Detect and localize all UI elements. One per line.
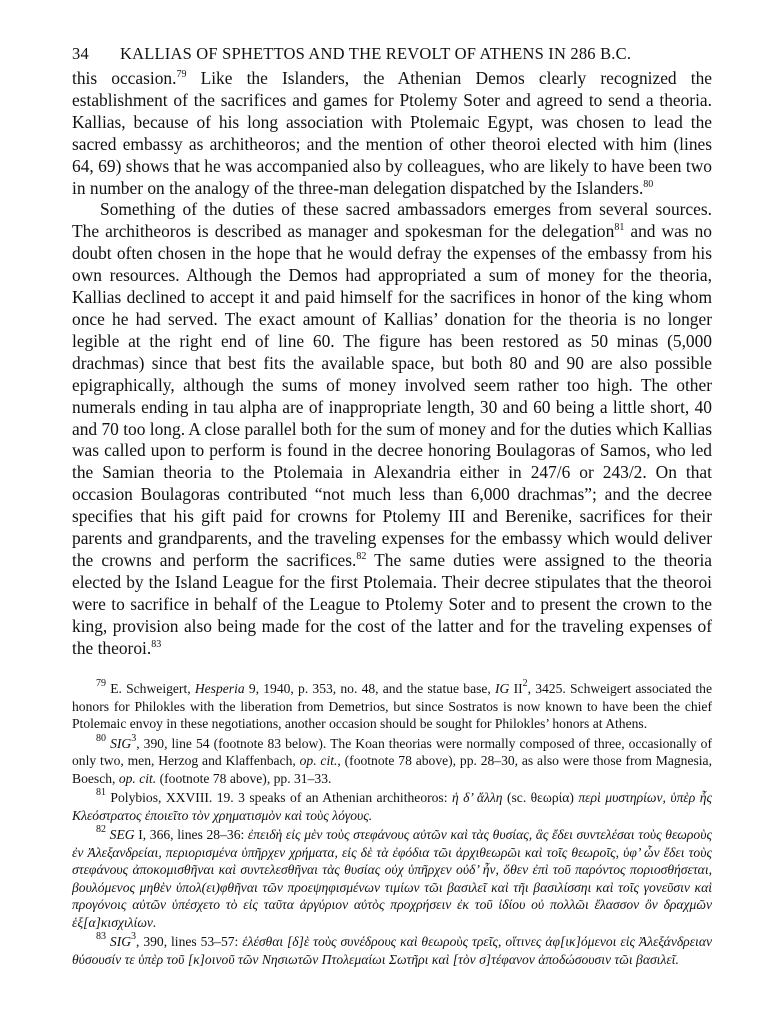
- abbrev: IG: [495, 681, 510, 696]
- edition-sup: 2: [522, 678, 528, 689]
- footnote-ref-80[interactable]: 80: [643, 178, 654, 190]
- footnote-80: [72, 732, 712, 788]
- text-segment: , 390, line 54 (footnote 83 below). The Koan theorias were normally composed of three, occasionally of only two, men, Herzog and Klaffenbach,: [72, 735, 712, 768]
- text-segment: The same duties were assigned to the theoria elected by the Island League for the first Ptolemaia. Their decree stipulates that the theoroi were to sacrifice in behalf of the League to Ptolemy Soter and to present the crown to the king, provision also being made for the cost of the latter and for the traveling expenses of the theoroi.: [72, 549, 712, 658]
- text-segment: Like the Islanders, the Athenian Demos clearly recognized the establishment of the sacrifices and games for Ptolemy Soter and agreed to send a theoria. Kallias, because of his long association with Ptolemaic Egypt, was chosen to lead the sacred embassy as architheoros; and the mention of other theoroi elected with him (lines 64, 69) shows that he was accompanied also by colleagues, who are likely to have been two in number on the analogy of the three-man delegation dispatched by the Islanders.: [72, 68, 712, 198]
- footnote-81: [72, 789, 712, 824]
- paragraph-2: [72, 199, 712, 659]
- abbrev: SIG: [110, 735, 132, 751]
- text-segment: I, 366, lines 28–36:: [134, 827, 248, 842]
- footnote-79: [72, 680, 712, 733]
- footnote-ref-81[interactable]: 81: [614, 222, 625, 234]
- text-segment: E. Schweigert,: [106, 681, 195, 696]
- greek-text: ἐπειδὴ εἰς μὲν τοὺς στεφάνους αὐτῶν καὶ τὰς θυσίας, ἃς ἔδει συντελέσαι τοὺς θεωροὺς ἐν Ἀλεξανδρείαι, περιορισμένα ὑπῆρχεν χρήματα, εἰς δὲ τὰ ἐφόδια τῶι ἀρχιθεωρῶι καὶ τοῖς θεωροῖς, ὑφ’ ὧν ἔδει τοὺς στεφάνους ἀποκομισθῆναι καὶ συντελεσθῆναι τὰς θυσίας οὐχ ὑπῆρχεν οὐδ’ ἦν, ὅθεν ἐπὶ τοῦ παρόντος ποριοσθήσεται, βουλόμενος μηθὲν ὑπολ(ει)φθῆναι τῶν προεψηφισμένων τιμίων τῶι βασιλεῖ καὶ τῆι βασιλίσσηι καὶ τοῖς γονεῦσιν καὶ προγόνοις αὐτῶν ὑπέσχετο τὸ εἰς ταῦτα ἀργύριον αὐτὸς προχρήσειν ἐκ τοῦ ἰδίου οὐ πολλῶι ἔλασσον ὂν δραχμῶν ἑξ[α]κισχιλίων.: [72, 827, 712, 930]
- abbrev: op. cit.: [118, 770, 157, 786]
- text-segment: and was no doubt often chosen in the hope that he would defray the expenses of the embassy from his own resources. Although the Demos had appropriated a sum of money for the theoria, Kallias declined to accept it and paid himself for the sacrifices in honor of the king whom once he had served. The exact amount of Kallias’ donation for the theoria is no longer legible at the right end of line 60. The figure has been restored as 50 minas (5,000 drachmas) since that best fits the available space, but both 80 and 90 are also possible epigraphically, although the sums of money involved seem rather too high. The other numerals ending in tau alpha are of inappropriate length, 30 and 60 being a little short, 40 and 70 too long. A close parallel both for the sum of money and for the duties which Kallias was called upon to perform is found in the decree honoring Boulagoras of Samos, who led the Samian theoria to the Ptolemaia in Alexandria either in 247/6 or 243/2. On that occasion Boulagoras contributed “not much less than 6,000 drachmas”; and the decree specifies that his gift paid for crowns for Ptolemy III and Berenike, sacrifices for their parents and grandparents, and the traveling expenses for the embassy which would deliver the crowns and perform the sacrifices.: [72, 221, 712, 570]
- footnote-ref-79[interactable]: 79: [176, 69, 187, 80]
- footnote-number: 79: [96, 678, 106, 689]
- footnote-82: [72, 826, 712, 931]
- abbrev: SEG: [109, 827, 135, 842]
- abbrev: SIG: [109, 934, 132, 949]
- footnote-number: 80: [96, 732, 106, 744]
- footnote-number: 82: [96, 824, 106, 835]
- footnotes: [72, 680, 712, 970]
- text-segment: II: [509, 681, 523, 696]
- running-title: KALLIAS OF SPHETTOS AND THE REVOLT OF ATHENS IN 286 B.C.: [120, 44, 632, 63]
- footnote-number: 83: [96, 931, 106, 942]
- edition-sup: 3: [131, 732, 137, 744]
- text-segment: (footnote 78 above), pp. 31–33.: [156, 770, 332, 786]
- footnote-83: [72, 933, 712, 968]
- text-segment: Something of the duties of these sacred ambassadors emerges from several sources. The architheoros is described as manager and spokesman for the delegation: [72, 199, 712, 242]
- greek-text: ἑλέσθαι [δ]ὲ τοὺς συνέδρους καὶ θεωροὺς τρεῖς, οἵτινες ἀφ[ικ]όμενοι εἰς Ἀλεξάνδρειαν θύσουσίν τε ὑπὲρ τοῦ [κ]οινοῦ τῶν Νησιωτῶν Πτολεμαίωι Σωτῆρι καὶ [τὸν σ]τέφανον ἀποδώσουσιν τῶι βασιλεῖ.: [72, 934, 712, 967]
- text-segment: , 3425. Schweigert associated the honors for Philokles with the liberation from Demetrios, but since Sostratos is now known to have been the chief Ptolemaic envoy in these negotiations, another occasion should be sought for Philokles’ honors at Athens.: [72, 681, 712, 731]
- paragraph-1: [72, 68, 712, 199]
- greek-text: περὶ μυστηρίων, ὑπὲρ ἧς Κλεόστρατος ἐποιεῖτο τὸν χρηματισμὸν καὶ τοὺς λόγους.: [72, 790, 712, 823]
- footnote-ref-83[interactable]: 83: [151, 638, 162, 650]
- footnote-number: 81: [96, 787, 106, 798]
- edition-sup: 3: [131, 931, 137, 942]
- footnote-ref-82[interactable]: 82: [356, 550, 367, 562]
- text-segment: 9, 1940, p. 353, no. 48, and the statue base,: [244, 681, 496, 696]
- text-segment: , (footnote 78 above), pp. 28–30, as also were those from Magnesia, Boesch,: [72, 753, 712, 786]
- page-number: 34: [72, 44, 89, 63]
- text-segment: this occasion.: [72, 68, 177, 88]
- body-text: [72, 68, 712, 659]
- text-segment: (sc. θεωρία): [502, 790, 579, 805]
- greek-text: ἡ δ’ ἄλλη: [451, 790, 503, 805]
- running-head: [72, 44, 712, 64]
- text-segment: Polybios, XXVIII. 19. 3 speaks of an Athenian architheoros:: [106, 790, 452, 805]
- journal-title: Hesperia: [194, 681, 245, 696]
- abbrev: op. cit.: [299, 753, 338, 768]
- text-segment: , 390, lines 53–57:: [136, 934, 243, 949]
